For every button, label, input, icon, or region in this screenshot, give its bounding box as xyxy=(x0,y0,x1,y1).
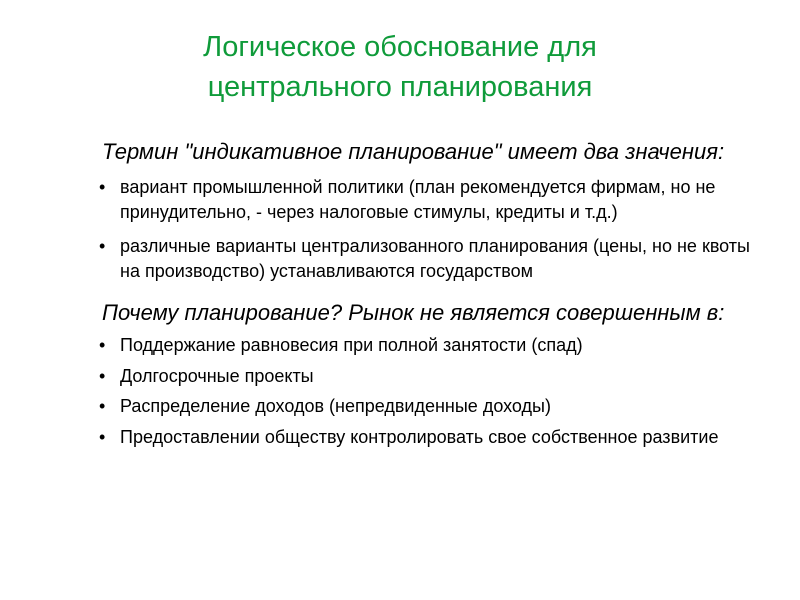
list-item-text: различные варианты централизованного планирования (цены, но не квоты на производство) устанавливаются государством xyxy=(120,236,750,281)
bullet-list xyxy=(99,333,762,449)
list-item-text: Предоставлении обществу контролировать свое собственное развитие xyxy=(120,426,719,447)
list-item xyxy=(99,425,762,450)
list-item-text: Распределение доходов (непредвиденные доходы) xyxy=(120,396,551,416)
list-item-text: Долгосрочные проекты xyxy=(120,365,314,386)
bullet-icon: • xyxy=(99,177,106,197)
bullet-icon: • xyxy=(99,426,106,447)
list-item xyxy=(99,234,762,283)
list-item xyxy=(99,333,762,358)
bullet-icon: • xyxy=(99,335,106,355)
slide-title-line-1: Логическое обоснование для xyxy=(203,31,597,63)
list-item-text: Поддержание равновесия при полной занятости (спад) xyxy=(120,335,583,355)
bullet-icon: • xyxy=(99,365,106,386)
bullet-icon: • xyxy=(99,236,106,256)
section-heading: Термин "индикативное планирование" имеет два значения: xyxy=(102,139,725,164)
list-item xyxy=(99,175,762,224)
list-item xyxy=(99,394,762,419)
slide-title xyxy=(0,27,800,107)
slide-title-line-2: центрального планирования xyxy=(207,71,593,103)
section-why-planning xyxy=(99,298,762,449)
bullet-list xyxy=(99,175,762,283)
section-heading: Почему планирование? Рынок не является совершенным в: xyxy=(102,300,725,325)
slide-body xyxy=(99,137,762,449)
list-item xyxy=(99,364,762,389)
bullet-icon: • xyxy=(99,396,106,416)
list-item-text: вариант промышленной политики (план рекомендуется фирмам, но не принудительно, - через налоговые стимулы, кредиты и т.д.) xyxy=(120,177,716,222)
section-indicative-planning xyxy=(99,137,762,283)
